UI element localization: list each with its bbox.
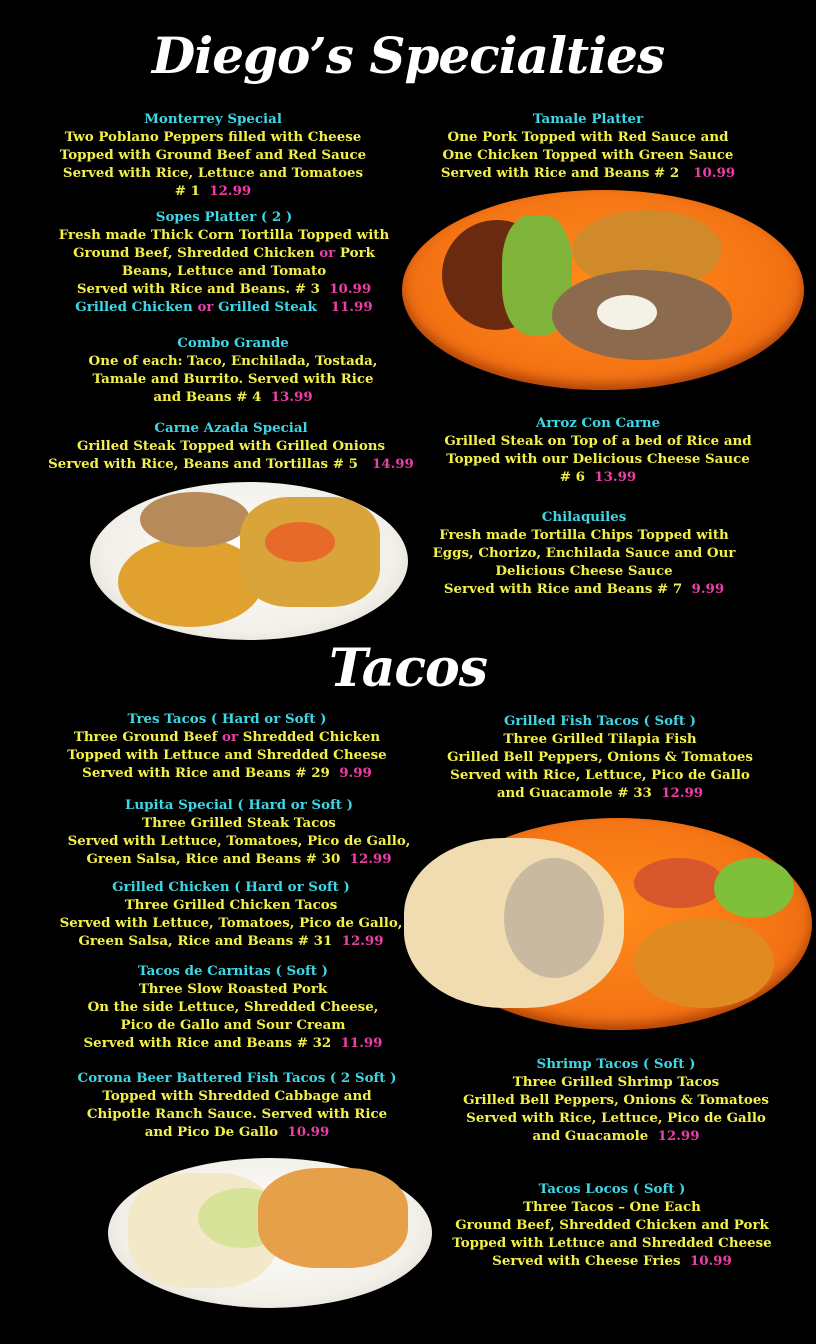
option-text: Grilled Chicken xyxy=(75,299,193,315)
item-line: Three Slow Roasted Pork xyxy=(138,981,328,997)
item-line: Topped with Lettuce and Shredded Cheese xyxy=(67,747,387,763)
item-title: Tacos de Carnitas ( Soft ) xyxy=(137,963,328,979)
menu-item-tacos-locos xyxy=(432,1180,792,1270)
item-line: Grilled Steak Topped with Grilled Onions xyxy=(76,438,386,454)
item-line: Beans, Lettuce and Tomato xyxy=(121,263,327,279)
item-line: and Pico De Gallo xyxy=(144,1124,279,1140)
item-price: 10.99 xyxy=(693,165,736,181)
menu-item-sopes-platter xyxy=(34,208,414,316)
option-text: Grilled Steak xyxy=(218,299,317,315)
item-line: Three Tacos – One Each xyxy=(523,1199,701,1215)
menu-item-carne-azada-special xyxy=(36,419,426,473)
item-title: Grilled Fish Tacos ( Soft ) xyxy=(503,713,696,729)
item-price: 11.99 xyxy=(330,299,373,315)
item-title: Monterrey Special xyxy=(144,111,282,127)
item-price: 10.99 xyxy=(689,1253,732,1269)
item-title: Shrimp Tacos ( Soft ) xyxy=(536,1056,696,1072)
item-title: Combo Grande xyxy=(177,335,289,351)
item-line: One Chicken Topped with Green Sauce xyxy=(442,147,734,163)
item-line: and Guacamole xyxy=(532,1128,649,1144)
menu-item-arroz-con-carne xyxy=(426,414,770,486)
item-title: Carne Azada Special xyxy=(154,420,308,436)
menu-item-monterrey-special xyxy=(30,110,396,200)
item-line: Pico de Gallo and Sour Cream xyxy=(120,1017,346,1033)
item-title: Lupita Special ( Hard or Soft ) xyxy=(125,797,353,813)
item-number: # 6 xyxy=(559,469,585,485)
item-line: Topped with our Delicious Cheese Sauce xyxy=(446,451,750,467)
item-line: Topped with Lettuce and Shredded Cheese xyxy=(452,1235,772,1251)
item-line: Grilled Steak on Top of a bed of Rice and xyxy=(444,433,752,449)
item-line: Two Poblano Peppers filled with Cheese xyxy=(64,129,362,145)
item-price: 9.99 xyxy=(339,765,372,781)
item-price: 12.99 xyxy=(209,183,252,199)
item-line: Served with Rice and Beans. # 3 xyxy=(76,281,320,297)
grilled-fish-tacos-photo xyxy=(424,818,812,1030)
item-price: 11.99 xyxy=(340,1035,383,1051)
item-line: Tamale and Burrito. Served with Rice xyxy=(92,371,374,387)
item-title: Chilaquiles xyxy=(541,509,627,525)
or-text: or xyxy=(222,729,239,745)
item-line: Served with Lettuce, Tomatoes, Pico de Gallo, xyxy=(59,915,403,931)
item-line: Three Grilled Steak Tacos xyxy=(142,815,336,831)
item-price: 9.99 xyxy=(691,581,725,597)
menu-item-lupita-special xyxy=(44,796,434,868)
item-title: Arroz Con Carne xyxy=(535,415,661,431)
menu-item-corona-fish-tacos xyxy=(54,1069,420,1141)
item-line: Green Salsa, Rice and Beans # 30 xyxy=(86,851,341,867)
item-line: and Beans # 4 xyxy=(153,389,262,405)
tamale-platter-photo xyxy=(402,190,804,390)
menu-item-tamale-platter xyxy=(416,110,760,182)
item-title: Tacos Locos ( Soft ) xyxy=(538,1181,686,1197)
item-line: Grilled Bell Peppers, Onions & Tomatoes xyxy=(463,1092,769,1108)
item-line: Served with Rice, Lettuce, Pico de Gallo xyxy=(450,767,750,783)
item-line: Grilled Bell Peppers, Onions & Tomatoes xyxy=(447,749,753,765)
item-line: and Guacamole # 33 xyxy=(496,785,652,801)
item-number: # 1 xyxy=(174,183,200,199)
menu-item-shrimp-tacos xyxy=(438,1055,794,1145)
item-price: 12.99 xyxy=(661,785,704,801)
item-line: Delicious Cheese Sauce xyxy=(495,563,673,579)
item-line: Topped with Ground Beef and Red Sauce xyxy=(59,147,367,163)
item-line: Served with Lettuce, Tomatoes, Pico de Gallo, xyxy=(67,833,411,849)
item-line: Ground Beef, Shredded Chicken xyxy=(73,245,315,261)
item-line: Ground Beef, Shredded Chicken and Pork xyxy=(455,1217,769,1233)
menu-item-grilled-fish-tacos xyxy=(422,712,778,802)
item-price: 12.99 xyxy=(657,1128,700,1144)
menu-item-grilled-chicken xyxy=(36,878,426,950)
item-price: 12.99 xyxy=(341,933,384,949)
item-title: Sopes Platter ( 2 ) xyxy=(155,209,293,225)
item-price: 13.99 xyxy=(270,389,313,405)
carne-azada-photo xyxy=(90,482,408,640)
item-price: 13.99 xyxy=(594,469,637,485)
item-title: Tres Tacos ( Hard or Soft ) xyxy=(127,711,327,727)
item-line: Served with Rice, Lettuce and Tomatoes xyxy=(62,165,364,181)
item-price: 12.99 xyxy=(349,851,392,867)
item-title: Tamale Platter xyxy=(532,111,644,127)
item-line: Eggs, Chorizo, Enchilada Sauce and Our xyxy=(432,545,736,561)
corona-fish-tacos-photo xyxy=(108,1158,432,1308)
item-line: Served with Cheese Fries xyxy=(492,1253,681,1269)
item-line: Fresh made Tortilla Chips Topped with xyxy=(439,527,729,543)
item-line: One Pork Topped with Red Sauce and xyxy=(447,129,729,145)
item-line: Three Grilled Tilapia Fish xyxy=(503,731,697,747)
item-line: Green Salsa, Rice and Beans # 31 xyxy=(78,933,333,949)
item-title: Corona Beer Battered Fish Tacos ( 2 Soft ) xyxy=(77,1070,397,1086)
item-line: One of each: Taco, Enchilada, Tostada, xyxy=(88,353,378,369)
item-line: Topped with Shredded Cabbage and xyxy=(102,1088,372,1104)
menu-item-tres-tacos xyxy=(44,710,410,782)
item-line: Three Grilled Chicken Tacos xyxy=(124,897,338,913)
item-line: Three Ground Beef xyxy=(73,729,218,745)
item-line: Fresh made Thick Corn Tortilla Topped with xyxy=(58,227,390,243)
item-price: 10.99 xyxy=(329,281,372,297)
specialties-heading: Diego’s Specialties xyxy=(151,26,665,85)
item-line: Served with Rice, Beans and Tortillas # 5 xyxy=(48,456,358,472)
item-line: Served with Rice and Beans # 32 xyxy=(83,1035,332,1051)
item-price: 14.99 xyxy=(371,456,414,472)
menu-item-combo-grande xyxy=(50,334,416,406)
item-line: Chipotle Ranch Sauce. Served with Rice xyxy=(86,1106,388,1122)
item-line: Served with Rice, Lettuce, Pico de Gallo xyxy=(466,1110,766,1126)
or-text: or xyxy=(197,299,214,315)
item-line: Served with Rice and Beans # 29 xyxy=(82,765,330,781)
or-text: or xyxy=(319,245,336,261)
menu-item-chilaquiles xyxy=(406,508,762,598)
item-line: Served with Rice and Beans # 2 xyxy=(440,165,680,181)
item-line: On the side Lettuce, Shredded Cheese, xyxy=(87,999,379,1015)
item-line: Served with Rice and Beans # 7 xyxy=(443,581,683,597)
tacos-heading: Tacos xyxy=(328,638,488,699)
menu-item-tacos-de-carnitas xyxy=(50,962,416,1052)
item-line: Shredded Chicken xyxy=(242,729,381,745)
item-line: Pork xyxy=(339,245,375,261)
item-title: Grilled Chicken ( Hard or Soft ) xyxy=(112,879,350,895)
item-line: Three Grilled Shrimp Tacos xyxy=(512,1074,720,1090)
item-price: 10.99 xyxy=(287,1124,330,1140)
